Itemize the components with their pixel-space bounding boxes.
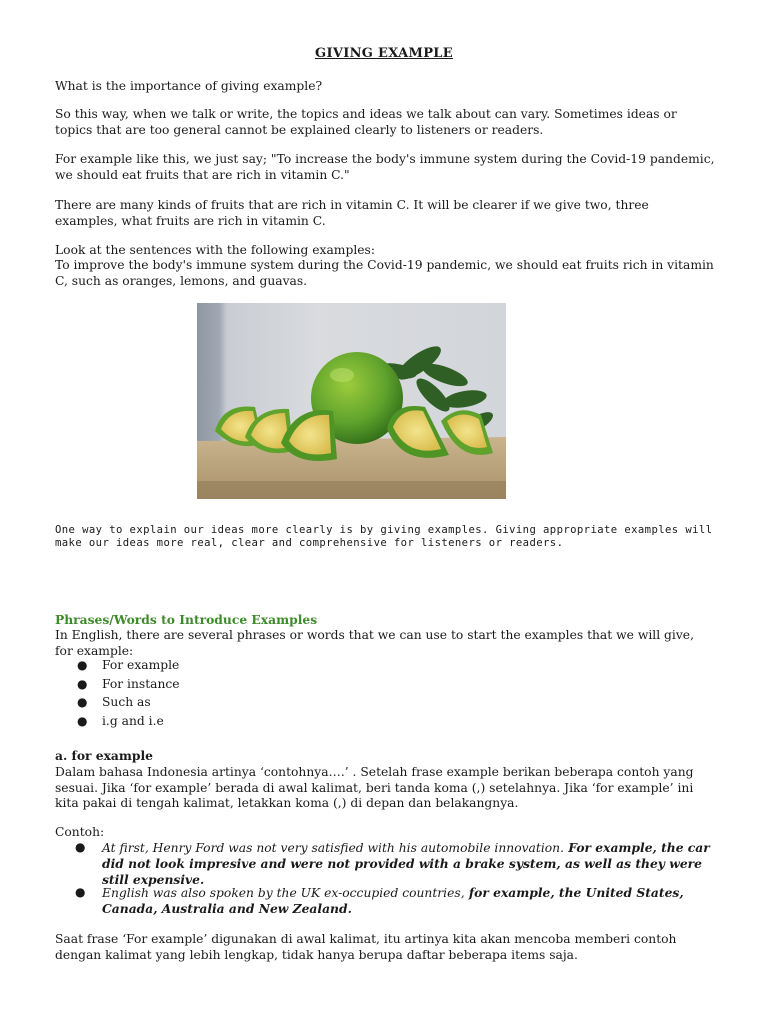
list-item: ● Such as	[55, 693, 180, 712]
bullet-icon: ●	[77, 658, 88, 672]
paragraph-1: So this way, when we talk or write, the topics and ideas we talk about can vary. Sometimes ideas or topics that are too general cannot be explained clearly to listeners or readers.	[55, 107, 677, 137]
document-page: GIVING EXAMPLE What is the importance of giving example? So this way, when we talk or write, the topics and ideas we talk about can vary. Sometimes ideas or topics that are too general cannot be explained clearly to listeners or readers. For example like this, we just say; "To increase the body's immune system during the Covid-19 pandemic, we should eat fruits that are rich in vitamin C." There are many kinds of fruits that are rich in vitamin C. It will be clearer if we give two, three examples, what fruits are rich in vitamin C. Look at the sentences with the following examples: To improve the body's immune system during the Covid-19 pandemic, we should eat fruits rich in vitamin C, such as oranges, lemons, and guavas. One way to explain our ideas more clearly is by giving examples. Giving appropriate examples will make our ideas more real, clear and comprehensive for listeners or readers. Phrases/Words to Introduce Examples In English, there are several phrases or words that we can use to start the examples that we will give, for example: ● For example ● For instance ● Such as ● i.g and i.e a. for example Dalam bahasa Indonesia artinya ‘contohnya….’ . Setelah frase example berikan beberapa contoh yang sesuai. Jika ‘for example’ berada di awal kalimat, beri tanda koma (,) setelahnya. Jika ‘for example’ ini kita pakai di tengah kalimat, letakkan koma (,) di depan dan belakangnya. Contoh: ● At first, Henry Ford was not very satisfied with his automobile innovation. For example, the car did not look impresive and were not provided with a brake system, as well as they were still expensive. ● English was also spoken by the UK ex-occupied countries, for example, the United States, Canada, Australia and New Zealand. Saat frase ‘For example’ digunakan di awal kalimat, itu artinya kita akan mencoba memberi contoh dengan kalimat yang lebih lengkap, tidak hanya berupa daftar beberapa items saja.	[0, 0, 768, 1024]
section-heading: Phrases/Words to Introduce Examples	[55, 612, 318, 627]
bullet-icon: ●	[77, 713, 88, 728]
closing-paragraph: Saat frase ‘For example’ digunakan di awal kalimat, itu artinya kita akan mencoba memberi contoh dengan kalimat yang lebih lengkap, tidak hanya berupa daftar beberapa items saja.	[55, 932, 677, 962]
bullet-icon: ●	[75, 840, 86, 854]
paragraph-2: For example like this, we just say; "To increase the body's immune system during the Covid-19 pandemic, we should eat fruits that are rich in vitamin C."	[55, 152, 715, 182]
question-paragraph: What is the importance of giving example?	[55, 79, 323, 93]
contoh-label: Contoh:	[55, 825, 105, 839]
fruit-photo	[197, 303, 506, 499]
list-item: ● For instance	[55, 675, 180, 694]
bullet-icon: ●	[75, 885, 86, 899]
list-item: ● i.g and i.e	[55, 712, 180, 731]
list-item: ● For example	[55, 656, 180, 675]
paragraph-4b: To improve the body's immune system during the Covid-19 pandemic, we should eat fruits rich in vitamin C, such as oranges, lemons, and guavas.	[55, 258, 714, 288]
bullet-icon: ●	[77, 695, 88, 709]
page-title: GIVING EXAMPLE	[315, 46, 453, 61]
for-example-description: Dalam bahasa Indonesia artinya ‘contohnya….’ . Setelah frase example berikan beberapa contoh yang sesuai. Jika ‘for example’ berada di awal kalimat, beri tanda koma (,) setelahnya. Jika ‘for example’ ini kita pakai di tengah kalimat, letakkan koma (,) di depan dan belakangnya.	[55, 765, 694, 810]
mono-paragraph: One way to explain our ideas more clearly is by giving examples. Giving appropriate examples will make our ideas more real, clear and comprehensive for listeners or readers.	[55, 524, 713, 549]
bullet-icon: ●	[77, 676, 88, 691]
paragraph-4a: Look at the sentences with the following examples:	[55, 243, 375, 257]
phrase-list	[55, 656, 180, 730]
paragraph-3: There are many kinds of fruits that are rich in vitamin C. It will be clearer if we give two, three examples, what fruits are rich in vitamin C.	[55, 198, 649, 228]
section-intro: In English, there are several phrases or words that we can use to start the examples that we will give, for example:	[55, 628, 694, 658]
for-example-heading: a. for example	[55, 748, 154, 763]
fruit-illustration	[197, 303, 506, 499]
